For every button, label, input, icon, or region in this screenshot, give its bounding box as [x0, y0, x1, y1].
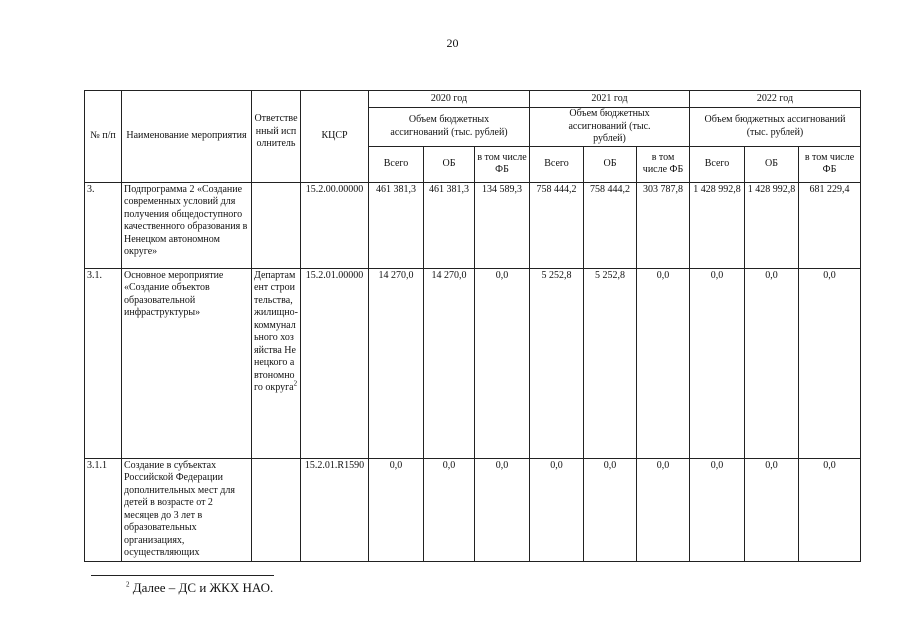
table-row	[85, 268, 861, 458]
header-year-2022: 2022 год	[690, 91, 861, 108]
cell-2021-fb: 0,0	[637, 458, 690, 561]
cell-2020-ob: 461 381,3	[424, 182, 475, 268]
cell-2022-ob: 1 428 992,8	[745, 182, 799, 268]
cell-2020-total: 461 381,3	[369, 182, 424, 268]
header-year-2020: 2020 год	[369, 91, 530, 108]
cell-2020-ob: 0,0	[424, 458, 475, 561]
header-row-years	[85, 91, 861, 108]
cell-2021-total: 5 252,8	[530, 268, 584, 458]
cell-2022-fb: 0,0	[799, 268, 861, 458]
cell-2021-ob: 5 252,8	[584, 268, 637, 458]
row-kcsr: 15.2.01.R1590	[301, 458, 369, 561]
cell-2022-ob: 0,0	[745, 458, 799, 561]
cell-2020-total: 14 270,0	[369, 268, 424, 458]
row-responsible: Департамент строительства, жилищно-коммунального хозяйства Ненецкого автономного округа$^2$	[252, 268, 301, 458]
budget-table	[84, 90, 861, 562]
header-2020-total: Всего	[369, 146, 424, 182]
cell-2022-fb: 681 229,4	[799, 182, 861, 268]
header-budget-2021: Объем бюджетных ассигнований (тыс. рублей)	[530, 108, 690, 147]
header-kcsr: КЦСР	[301, 91, 369, 183]
row-number: 3.	[85, 182, 122, 268]
table-row	[85, 458, 861, 561]
cell-2021-fb: 0,0	[637, 268, 690, 458]
row-kcsr: 15.2.00.00000	[301, 182, 369, 268]
row-number: 3.1.1	[85, 458, 122, 561]
header-2021-ob: ОБ	[584, 146, 637, 182]
cell-2022-total: 1 428 992,8	[690, 182, 745, 268]
header-responsible: Ответственный исполнитель	[252, 91, 301, 183]
header-budget-2022: Объем бюджетных ассигнований (тыс. рублей)	[690, 108, 861, 147]
row-name: Создание в субъектах Российской Федерации дополнительных мест для детей в возрасте от 2 месяцев до 3 лет в образовательных организациях, осуществляющих	[122, 458, 252, 561]
header-year-2021: 2021 год	[530, 91, 690, 108]
header-2021-total: Всего	[530, 146, 584, 182]
row-number: 3.1.	[85, 268, 122, 458]
cell-2021-ob: 758 444,2	[584, 182, 637, 268]
cell-2022-total: 0,0	[690, 458, 745, 561]
table-row	[85, 182, 861, 268]
cell-2021-total: 758 444,2	[530, 182, 584, 268]
header-2022-fb: в том числе ФБ	[799, 146, 861, 182]
cell-2022-ob: 0,0	[745, 268, 799, 458]
footnote-divider	[91, 575, 274, 576]
header-2022-ob: ОБ	[745, 146, 799, 182]
row-name: Подпрограмма 2 «Создание современных условий для получения общедоступного качественного образования в Ненецком автономном округе»	[122, 182, 252, 268]
cell-2020-total: 0,0	[369, 458, 424, 561]
row-name: Основное мероприятие «Создание объектов образовательной инфраструктуры»	[122, 268, 252, 458]
cell-2022-fb: 0,0	[799, 458, 861, 561]
footnote-mark: 2	[126, 580, 130, 589]
row-responsible	[252, 458, 301, 561]
cell-2020-fb: 0,0	[475, 458, 530, 561]
header-no: № п/п	[85, 91, 122, 183]
budget-table-wrapper	[84, 90, 861, 562]
header-2020-fb: в том числе ФБ	[475, 146, 530, 182]
page-number: 20	[446, 36, 459, 50]
cell-2020-ob: 14 270,0	[424, 268, 475, 458]
header-budget-2020: Объем бюджетных ассигнований (тыс. рублей)	[369, 108, 530, 147]
row-kcsr: 15.2.01.00000	[301, 268, 369, 458]
header-2020-ob: ОБ	[424, 146, 475, 182]
footnote-text: Далее – ДС и ЖКХ НАО.	[129, 580, 274, 595]
cell-2021-ob: 0,0	[584, 458, 637, 561]
cell-2021-total: 0,0	[530, 458, 584, 561]
header-name: Наименование мероприятия	[122, 91, 252, 183]
cell-2022-total: 0,0	[690, 268, 745, 458]
cell-2020-fb: 0,0	[475, 268, 530, 458]
header-2021-fb: в том числе ФБ	[637, 146, 690, 182]
footnote	[126, 580, 273, 596]
row-responsible	[252, 182, 301, 268]
cell-2021-fb: 303 787,8	[637, 182, 690, 268]
cell-2020-fb: 134 589,3	[475, 182, 530, 268]
header-2022-total: Всего	[690, 146, 745, 182]
